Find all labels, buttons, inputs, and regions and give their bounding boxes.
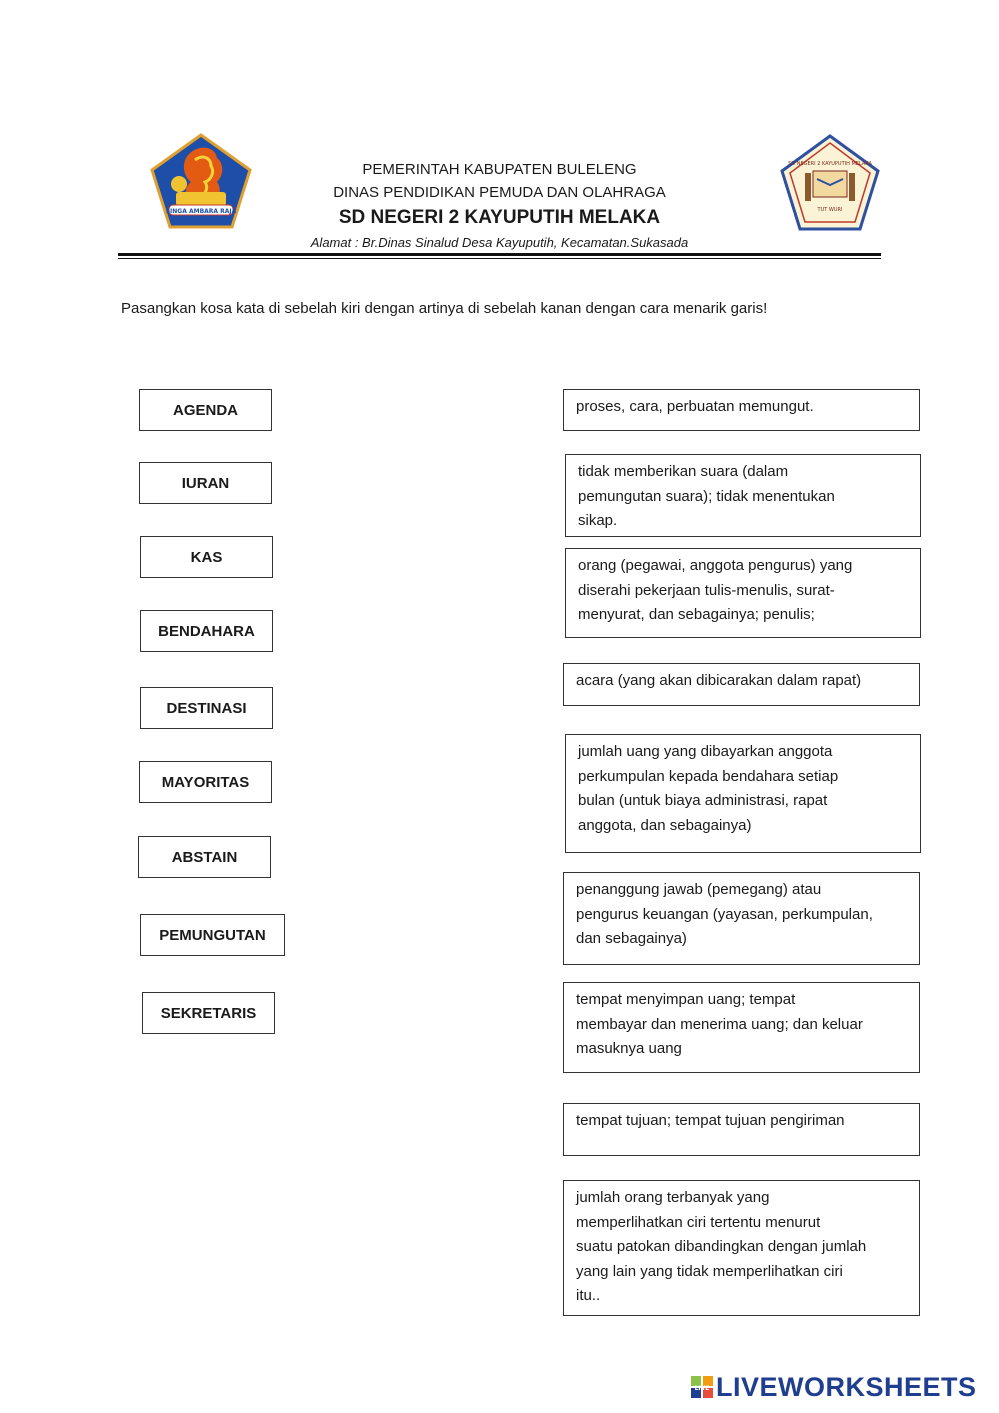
definition-line: anggota, dan sebagainya): [578, 816, 752, 834]
definition-box-6[interactable]: [563, 872, 920, 965]
word-label: MAYORITAS: [161, 773, 250, 791]
liveworksheets-brand: LIVEWORKSHEETS: [716, 1372, 977, 1402]
header-divider-thick: [118, 253, 881, 256]
definition-line: yang lain yang tidak memperlihatkan ciri: [576, 1262, 843, 1280]
word-label: DESTINASI: [166, 699, 247, 717]
header-government: PEMERINTAH KABUPATEN BULELENG: [362, 161, 637, 178]
definition-box-9[interactable]: [563, 1180, 920, 1316]
definition-line: acara (yang akan dibicarakan dalam rapat): [576, 672, 862, 689]
definition-line: memperlihatkan ciri tertentu menurut: [576, 1213, 821, 1231]
definition-line: diserahi pekerjaan tulis-menulis, surat-: [578, 581, 835, 599]
definition-line: jumlah uang yang dibayarkan anggota: [578, 743, 833, 760]
header-address: Alamat : Br.Dinas Sinalud Desa Kayuputih, Kecamatan.Sukasada: [310, 235, 689, 250]
header-school-name: SD NEGERI 2 KAYUPUTIH MELAKA: [338, 207, 661, 228]
definition-box-3[interactable]: [565, 548, 921, 638]
definition-line: masuknya uang: [576, 1040, 682, 1057]
word-label: ABSTAIN: [171, 848, 238, 866]
word-label: AGENDA: [172, 401, 238, 419]
definition-line: perkumpulan kepada bendahara setiap: [578, 767, 839, 785]
definition-box-5[interactable]: [565, 734, 921, 853]
definition-line: tempat menyimpan uang; tempat: [576, 991, 796, 1008]
definition-line: bulan (untuk biaya administrasi, rapat: [578, 792, 828, 809]
word-label: SEKRETARIS: [160, 1004, 257, 1022]
definition-line: membayar dan menerima uang; dan keluar: [576, 1015, 863, 1033]
definition-line: penanggung jawab (pemegang) atau: [576, 881, 822, 898]
right-logo-small-caption: TUT WURI: [817, 207, 843, 213]
definition-line: tempat tujuan; tempat tujuan pengiriman: [576, 1112, 845, 1129]
definition-box-7[interactable]: [563, 982, 920, 1073]
word-label: BENDAHARA: [158, 622, 255, 640]
instruction-text: Pasangkan kosa kata di sebelah kiri dengan artinya di sebelah kanan dengan cara menarik garis!: [121, 300, 768, 317]
word-box-pemungutan[interactable]: [140, 914, 285, 956]
word-box-iuran[interactable]: [139, 462, 272, 504]
definition-box-2[interactable]: [565, 454, 921, 537]
header-divider-thin: [118, 258, 881, 259]
definition-line: proses, cara, perbuatan memungut.: [576, 398, 814, 415]
definition-line: pemungutan suara); tidak menentukan: [578, 487, 835, 505]
definition-line: menyurat, dan sebagainya; penulis;: [578, 606, 815, 623]
word-box-kas[interactable]: [140, 536, 273, 578]
icon-letters: LIVE: [694, 1385, 710, 1392]
definition-line: orang (pegawai, anggota pengurus) yang: [578, 557, 853, 574]
definition-line: sikap.: [578, 512, 618, 529]
definition-box-1[interactable]: [563, 389, 920, 431]
word-box-sekretaris[interactable]: [142, 992, 275, 1034]
definition-line: itu..: [576, 1287, 601, 1304]
definition-line: suatu patokan dibandingkan dengan jumlah: [576, 1238, 867, 1255]
word-box-abstain[interactable]: [138, 836, 271, 878]
liveworksheets-icon: [691, 1376, 713, 1398]
word-box-mayoritas[interactable]: [139, 761, 272, 803]
definition-line: pengurus keuangan (yayasan, perkumpulan,: [576, 905, 873, 923]
definition-box-8[interactable]: [563, 1103, 920, 1156]
word-box-agenda[interactable]: [139, 389, 272, 431]
definition-line: dan sebagainya): [576, 930, 687, 947]
definition-box-4[interactable]: [563, 663, 920, 706]
header-department: DINAS PENDIDIKAN PEMUDA DAN OLAHRAGA: [333, 184, 666, 201]
word-box-destinasi[interactable]: [140, 687, 273, 729]
word-label: PEMUNGUTAN: [159, 926, 266, 944]
word-label: IURAN: [181, 474, 230, 492]
right-logo-caption: SD NEGERI 2 KAYUPUTIH MELAKA: [788, 161, 872, 167]
word-box-bendahara[interactable]: [140, 610, 273, 652]
word-label: KAS: [190, 548, 223, 566]
definition-line: tidak memberikan suara (dalam: [578, 463, 789, 480]
definition-line: jumlah orang terbanyak yang: [576, 1189, 770, 1206]
left-logo-caption: SINGA AMBARA RAJA: [165, 208, 237, 215]
